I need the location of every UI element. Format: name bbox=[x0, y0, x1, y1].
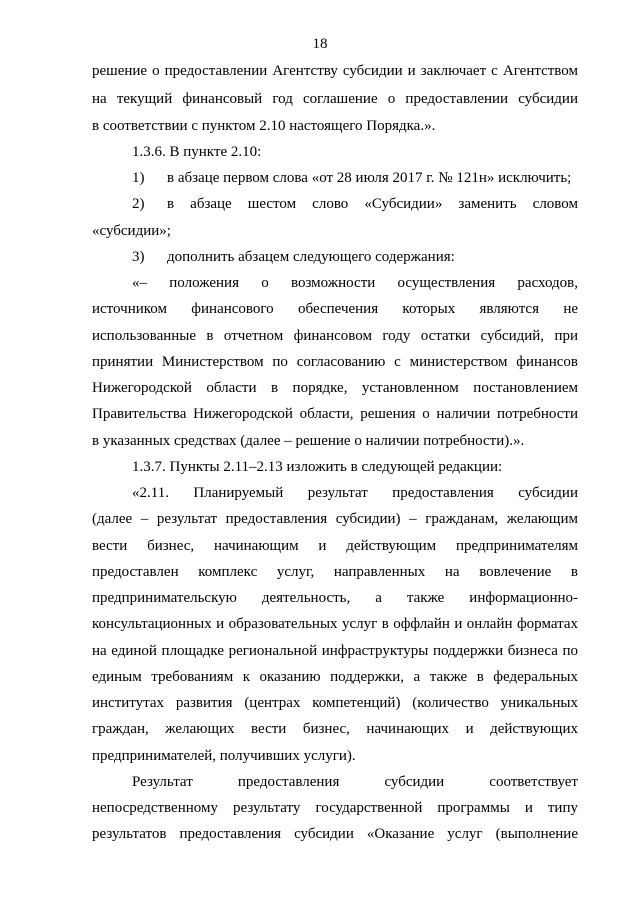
list-number: 3) bbox=[132, 249, 145, 265]
list-number: 2) bbox=[132, 196, 145, 212]
text-line: решение о предоставлении Агентству субсидии и заключает с Агентством bbox=[92, 63, 578, 79]
text-line: институтах развития (центрах компетенций) (количество уникальных bbox=[92, 695, 578, 711]
text-line: в соответствии с пунктом 2.10 настоящего Порядка.». bbox=[92, 118, 436, 134]
page-number: 18 bbox=[312, 36, 328, 52]
text-line: непосредственному результату государственной программы и типу bbox=[92, 800, 578, 816]
text-line: Результат предоставления субсидии соответствует bbox=[132, 774, 578, 790]
text-line: (далее – результат предоставления субсидии) – гражданам, желающим bbox=[92, 511, 578, 527]
text-line: принятии Министерством по согласованию с министерством финансов bbox=[92, 354, 578, 370]
text-line: Правительства Нижегородской области, решения о наличии потребности bbox=[92, 406, 578, 422]
text-line: в абзаце шестом слово «Субсидии» заменить словом bbox=[167, 196, 578, 212]
text-line: источником финансового обеспечения которых являются не bbox=[92, 301, 578, 317]
text-line: в абзаце первом слова «от 28 июля 2017 г. № 121н» исключить; bbox=[167, 170, 572, 186]
text-line: на единой площадке региональной инфраструктуры поддержки бизнеса по bbox=[92, 643, 578, 659]
text-line: граждан, желающих вести бизнес, начинающих и действующих bbox=[92, 721, 578, 737]
text-line: консультационных и образовательных услуг в оффлайн и онлайн форматах bbox=[92, 616, 578, 632]
text-line: предпринимательскую деятельность, а также информационно- bbox=[92, 590, 578, 606]
text-line: Нижегородской области в порядке, установленном постановлением bbox=[92, 380, 578, 396]
text-line: «2.11. Планируемый результат предоставления субсидии bbox=[132, 485, 578, 501]
text-line: на текущий финансовый год соглашение о предоставлении субсидии bbox=[92, 91, 578, 107]
text-line: в указанных средствах (далее – решение о наличии потребности).». bbox=[92, 433, 525, 449]
text-line: результатов предоставления субсидии «Оказание услуг (выполнение bbox=[92, 826, 578, 842]
text-line: «субсидии»; bbox=[92, 223, 171, 239]
text-line: 1.3.7. Пункты 2.11–2.13 изложить в следующей редакции: bbox=[132, 459, 503, 475]
text-line: дополнить абзацем следующего содержания: bbox=[167, 249, 455, 265]
text-line: единым требованиям к оказанию поддержки, а также в федеральных bbox=[92, 669, 578, 685]
text-line: вести бизнес, начинающим и действующим предпринимателям bbox=[92, 538, 578, 554]
text-line: предпринимателей, получивших услуги). bbox=[92, 748, 356, 764]
text-line: использованные в отчетном финансовом году остатки субсидий, при bbox=[92, 328, 578, 344]
text-line: 1.3.6. В пункте 2.10: bbox=[132, 144, 262, 160]
text-line: предоставлен комплекс услуг, направленных на вовлечение в bbox=[92, 564, 578, 580]
list-number: 1) bbox=[132, 170, 145, 186]
text-line: «– положения о возможности осуществления расходов, bbox=[132, 275, 578, 291]
